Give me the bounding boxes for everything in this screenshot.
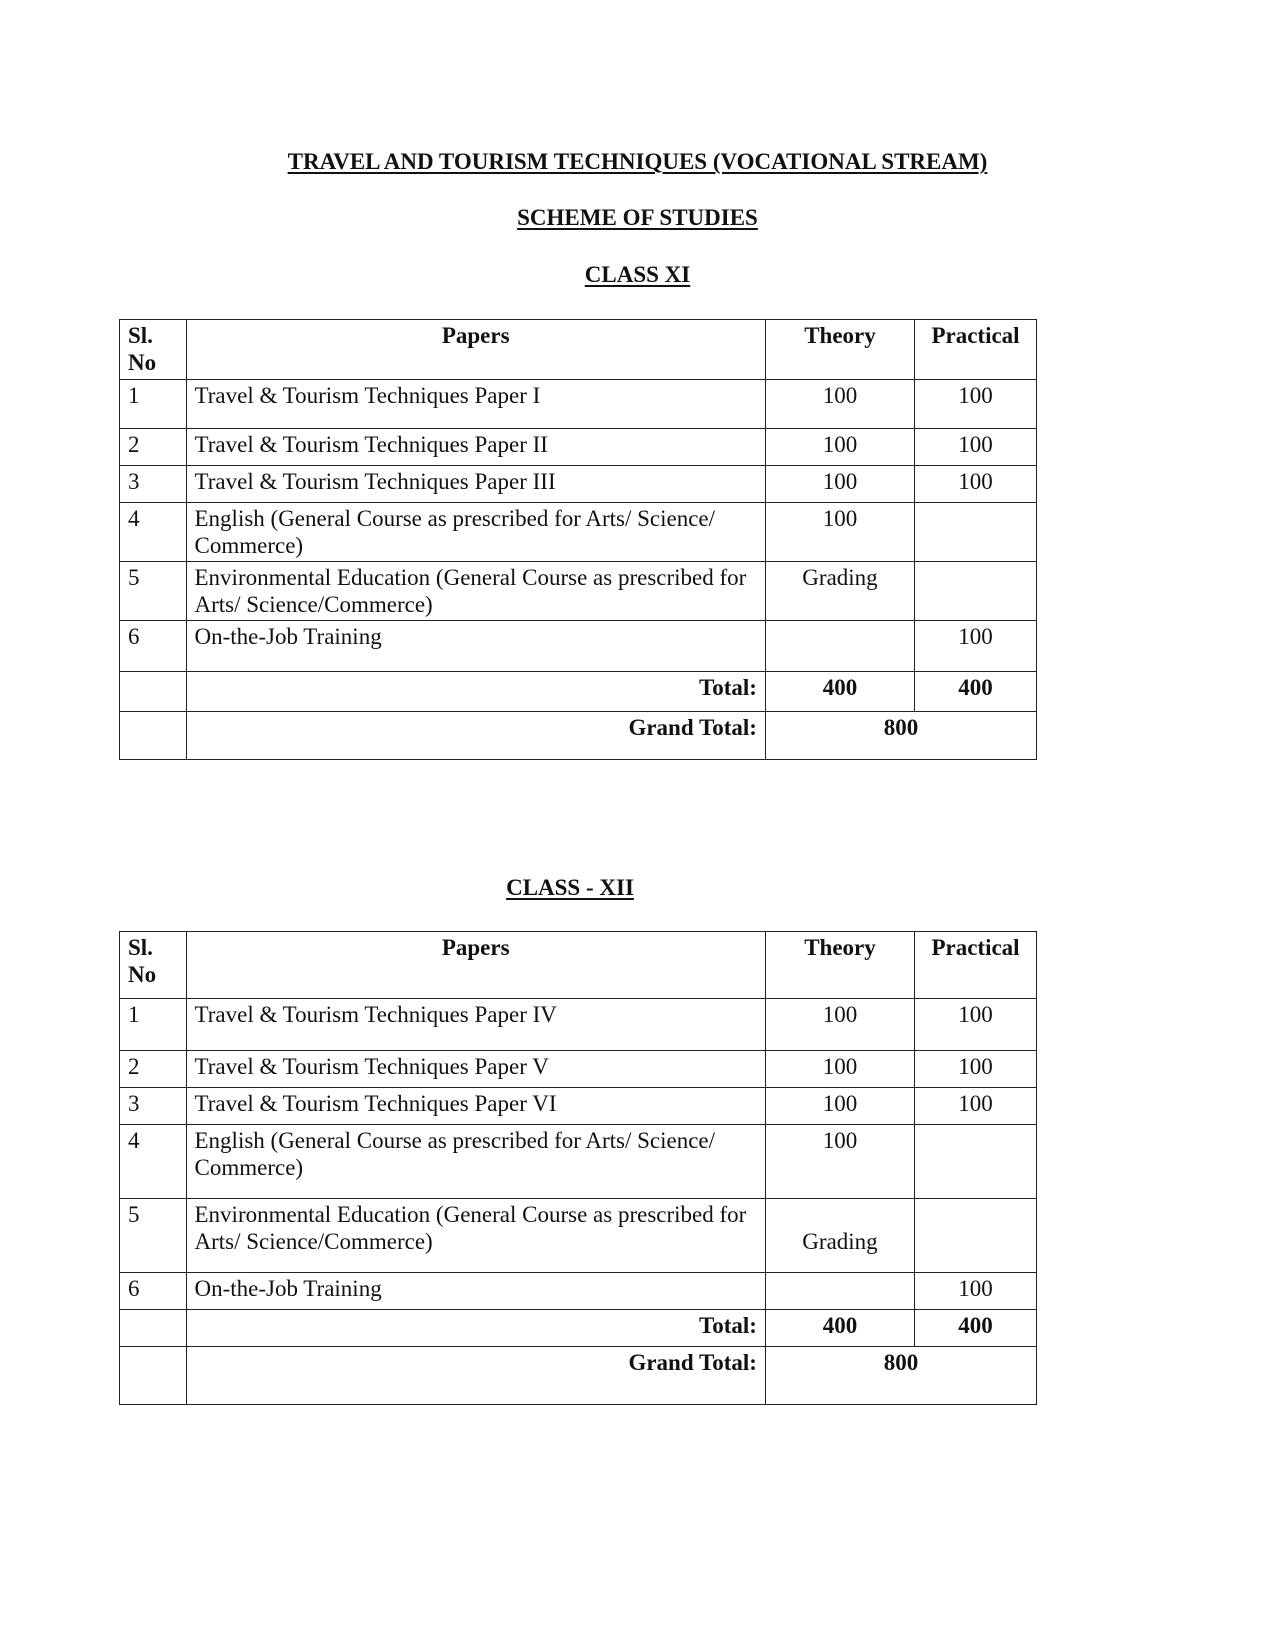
total-practical: 400 xyxy=(915,1310,1037,1347)
table-row xyxy=(120,429,1037,466)
practical-cell: 100 xyxy=(915,999,1037,1051)
paper-cell: On-the-Job Training xyxy=(186,621,765,672)
sl-cell: 4 xyxy=(120,503,187,562)
theory-cell: 100 xyxy=(765,999,914,1051)
total-row xyxy=(120,1310,1037,1347)
theory-cell: 100 xyxy=(765,1088,914,1125)
table-row xyxy=(120,1199,1037,1273)
sl-cell: 6 xyxy=(120,621,187,672)
sl-no-header: Sl. No xyxy=(120,320,187,380)
empty-cell xyxy=(120,1310,187,1347)
practical-cell: 100 xyxy=(915,466,1037,503)
empty-cell xyxy=(120,1347,187,1405)
sl-cell: 1 xyxy=(120,999,187,1051)
grand-total-value: 800 xyxy=(765,1347,1036,1405)
practical-cell: 100 xyxy=(915,429,1037,466)
table-header-row xyxy=(120,932,1037,999)
paper-cell: Environmental Education (General Course as prescribed for Arts/ Science/Commerce) xyxy=(186,1199,765,1273)
practical-cell: 100 xyxy=(915,380,1037,429)
table-header-row xyxy=(120,320,1037,380)
total-theory: 400 xyxy=(765,672,914,712)
paper-cell: On-the-Job Training xyxy=(186,1273,765,1310)
grand-total-value: 800 xyxy=(765,712,1036,760)
practical-cell: 100 xyxy=(915,1088,1037,1125)
theory-header: Theory xyxy=(765,320,914,380)
theory-cell: Grading xyxy=(765,1199,914,1273)
class-xi-table xyxy=(119,319,1037,760)
total-label: Total: xyxy=(186,672,765,712)
sl-no-header: Sl. No xyxy=(120,932,187,999)
grand-total-row xyxy=(120,712,1037,760)
total-practical: 400 xyxy=(915,672,1037,712)
theory-cell: 100 xyxy=(765,1125,914,1199)
grand-total-label: Grand Total: xyxy=(186,1347,765,1405)
sl-cell: 3 xyxy=(120,466,187,503)
empty-cell xyxy=(120,712,187,760)
sl-cell: 5 xyxy=(120,562,187,621)
table-row xyxy=(120,503,1037,562)
practical-cell xyxy=(915,562,1037,621)
total-theory: 400 xyxy=(765,1310,914,1347)
theory-cell: 100 xyxy=(765,429,914,466)
sl-cell: 6 xyxy=(120,1273,187,1310)
paper-cell: Environmental Education (General Course as prescribed for Arts/ Science/Commerce) xyxy=(186,562,765,621)
sl-cell: 1 xyxy=(120,380,187,429)
paper-cell: Travel & Tourism Techniques Paper V xyxy=(186,1051,765,1088)
total-label: Total: xyxy=(186,1310,765,1347)
total-row xyxy=(120,672,1037,712)
table-row xyxy=(120,621,1037,672)
table-row xyxy=(120,999,1037,1051)
table-row xyxy=(120,380,1037,429)
paper-cell: Travel & Tourism Techniques Paper II xyxy=(186,429,765,466)
practical-cell: 100 xyxy=(915,1273,1037,1310)
document-subtitle: SCHEME OF STUDIES xyxy=(517,205,758,230)
sl-cell: 2 xyxy=(120,429,187,466)
papers-header: Papers xyxy=(186,320,765,380)
empty-cell xyxy=(120,672,187,712)
practical-cell xyxy=(915,1199,1037,1273)
table-row xyxy=(120,1273,1037,1310)
practical-cell: 100 xyxy=(915,621,1037,672)
theory-cell: 100 xyxy=(765,380,914,429)
class-xii-title: CLASS - XII xyxy=(506,875,634,900)
theory-cell xyxy=(765,1273,914,1310)
grand-total-row xyxy=(120,1347,1037,1405)
table-row xyxy=(120,466,1037,503)
theory-header: Theory xyxy=(765,932,914,999)
paper-cell: Travel & Tourism Techniques Paper III xyxy=(186,466,765,503)
practical-header: Practical xyxy=(915,320,1037,380)
table-row xyxy=(120,1051,1037,1088)
table-row xyxy=(120,1125,1037,1199)
sl-cell: 3 xyxy=(120,1088,187,1125)
grand-total-label: Grand Total: xyxy=(186,712,765,760)
papers-header: Papers xyxy=(186,932,765,999)
paper-cell: Travel & Tourism Techniques Paper I xyxy=(186,380,765,429)
practical-cell: 100 xyxy=(915,1051,1037,1088)
class-xi-title: CLASS XI xyxy=(584,262,691,287)
practical-cell xyxy=(915,1125,1037,1199)
table-row xyxy=(120,562,1037,621)
practical-cell xyxy=(915,503,1037,562)
theory-cell xyxy=(765,621,914,672)
theory-cell: 100 xyxy=(765,503,914,562)
practical-header: Practical xyxy=(915,932,1037,999)
sl-cell: 5 xyxy=(120,1199,187,1273)
sl-cell: 2 xyxy=(120,1051,187,1088)
class-xii-table xyxy=(119,931,1037,1405)
sl-cell: 4 xyxy=(120,1125,187,1199)
paper-cell: English (General Course as prescribed for Arts/ Science/ Commerce) xyxy=(186,1125,765,1199)
paper-cell: Travel & Tourism Techniques Paper VI xyxy=(186,1088,765,1125)
theory-cell: 100 xyxy=(765,1051,914,1088)
document-title: TRAVEL AND TOURISM TECHNIQUES (VOCATIONAL STREAM) xyxy=(287,149,988,174)
paper-cell: Travel & Tourism Techniques Paper IV xyxy=(186,999,765,1051)
table-row xyxy=(120,1088,1037,1125)
paper-cell: English (General Course as prescribed for Arts/ Science/ Commerce) xyxy=(186,503,765,562)
theory-cell: 100 xyxy=(765,466,914,503)
theory-cell: Grading xyxy=(765,562,914,621)
